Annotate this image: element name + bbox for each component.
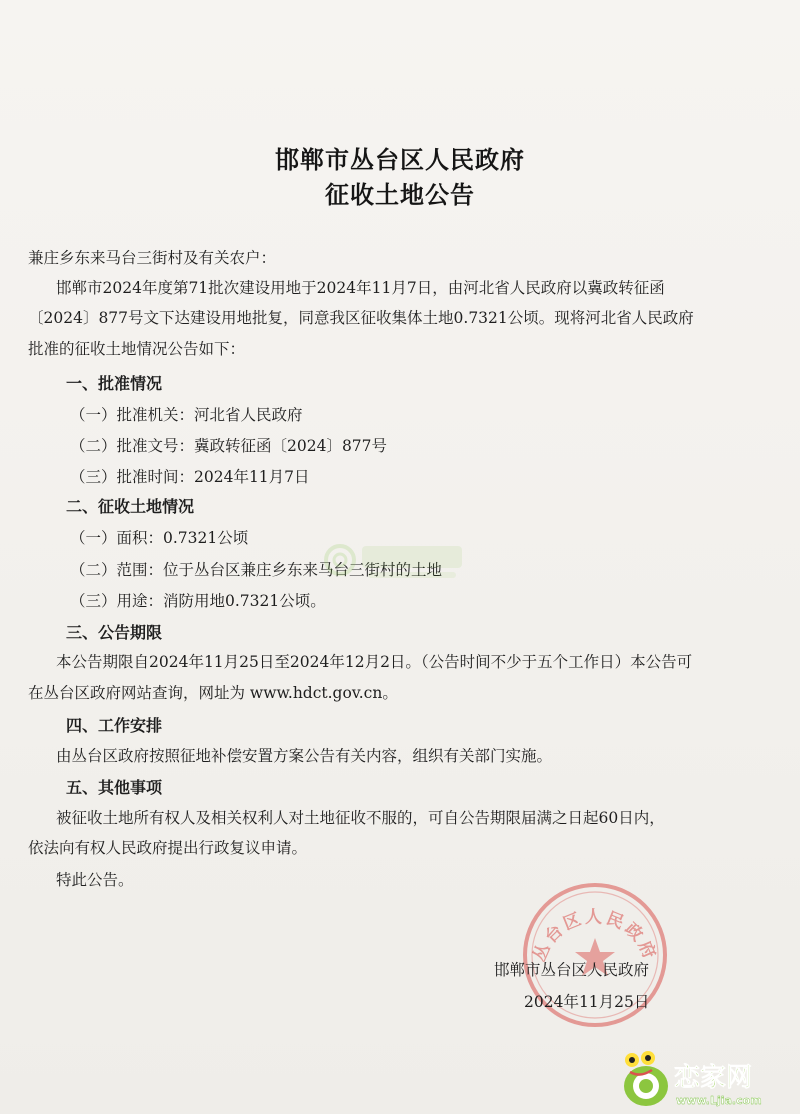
section-heading: 四、工作安排 [66,716,163,735]
signature-date: 2024年11月25日 [524,993,650,1011]
section-heading: 一、批准情况 [66,374,163,393]
section-text: 被征收土地所有权人及相关权利人对土地征收不服的，可自公告期限届满之日起60日内， [56,809,665,827]
title-line-1: 邯郸市丛台区人民政府 [275,146,525,174]
intro-line: 邯郸市2024年度第71批次建设用地于2024年11月7日，由河北省人民政府以冀政转征函 [56,279,665,297]
site-logo [612,1048,794,1110]
section-item: （三）用途：消防用地0.7321公顷。 [70,592,326,610]
addressee: 兼庄乡东来马台三街村及有关农户： [28,249,277,267]
section-text: 在丛台区政府网站查询，网址为 www.hdct.gov.cn。 [28,684,398,702]
closing-text: 特此公告。 [56,871,134,889]
signature-issuer: 邯郸市丛台区人民政府 [494,961,650,979]
title-line-2: 征收土地公告 [325,181,475,209]
watermark-logo [318,530,478,590]
svg-text:www.Ljia.com: www.Ljia.com [676,1094,762,1107]
section-item: （二）范围：位于丛台区兼庄乡东来马台三街村的土地 [70,561,443,579]
svg-text:丛台区人民政府: 丛台区人民政府 [529,907,661,965]
section-heading: 二、征收土地情况 [66,497,195,516]
section-item: （一）面积：0.7321公顷 [70,529,249,547]
section-item: （一）批准机关：河北省人民政府 [70,406,303,424]
section-item: （二）批准文号：冀政转征函〔2024〕877号 [70,437,388,455]
section-text: 本公告期限自2024年11月25日至2024年12月2日。（公告时间不少于五个工作日）本公告可 [56,653,693,671]
intro-line: 批准的征收土地情况公告如下： [28,340,246,358]
section-heading: 五、其他事项 [66,778,163,797]
section-text: 由丛台区政府按照征地补偿安置方案公告有关内容，组织有关部门实施。 [56,747,553,765]
section-heading: 三、公告期限 [66,623,163,642]
intro-line: 〔2024〕877号文下达建设用地批复，同意我区征收集体土地0.7321公顷。现将河北省人民政府 [28,309,694,327]
section-item: （三）批准时间：2024年11月7日 [70,468,310,486]
svg-text:恋家网: 恋家网 [674,1063,753,1093]
section-text: 依法向有权人民政府提出行政复议申请。 [28,839,308,857]
